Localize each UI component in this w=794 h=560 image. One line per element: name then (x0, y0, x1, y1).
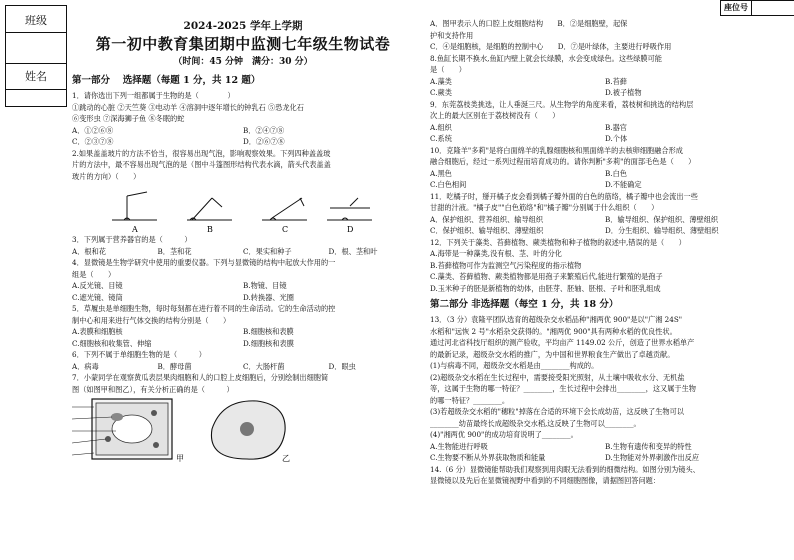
question-1 (72, 90, 414, 148)
q14-line: 显微镜以及先后在显微镜视野中看到的不同细胞图像，请据图回答问题： (430, 476, 661, 485)
option: C.细胞核和收集管、伸缩 (72, 338, 152, 348)
option: D.不能确定 (605, 180, 642, 189)
exam-term: 2024-2025 学年上学期 (183, 20, 303, 32)
option: D.生物能对外界刺激作出反应 (605, 453, 700, 462)
option: A.黑色 (430, 168, 452, 178)
q13-line: 等，这属于生物的哪一特征？________，生长过程中会排出________，这又属于生物 (430, 384, 696, 393)
option: A.组织 (430, 122, 452, 132)
q14-stem: 14.（6 分）显微镜能帮助我们观察到用肉眼无法看到的细微结构。如图分别为镜头、 (430, 464, 700, 474)
q7-stem: 7．小蒙同学在观察黄瓜表层果肉细胞和人的口腔上皮细胞后，分别绘制出细胞简 (72, 373, 329, 382)
q13-subquestion: (2)超级杂交水稻在生长过程中，需要接受阳光照射，从土壤中吸收水分、无机盐 (430, 372, 685, 382)
figure-label-b: 乙 (282, 454, 290, 463)
option: D．眼虫 (328, 361, 356, 371)
part1-heading: 第一部分 选择题（每题 1 分，共 12 题） (72, 75, 261, 86)
option: B．茎和花 (157, 246, 192, 256)
option: D．分生组织、输导组织、薄壁组织 (605, 226, 719, 235)
option: A.藻类 (430, 76, 452, 86)
option: C.藻类、苔藓植物、蕨类植物都是用孢子来繁殖后代,能进行繁殖的是孢子 (430, 272, 663, 281)
option: D.个体 (605, 134, 628, 143)
option: B．输导组织、保护组织、薄壁组织 (605, 214, 719, 224)
figure-label-b: B (207, 225, 213, 234)
q13-stem: 13．（3 分）袁隆平团队选育的超级杂交水稻品种"湘两优 900"是以"广湘 24S" (430, 315, 683, 324)
q3-stem: 3．下列属于营养器官的是（ ） (72, 235, 192, 244)
option: A.表膜和细胞核 (72, 327, 123, 336)
option: C.生物要不断从外界获取物质和能量 (430, 453, 546, 462)
q7-option-line: A．图甲表示人的口腔上皮细胞结构 B．②是细胞壁，起保 (430, 19, 628, 28)
q5-stem: 5．草履虫是单细胞生物，每时每刻都在进行着不同的生命活动。它的生命活动的控 (72, 304, 336, 313)
q7-option-line: 护和支持作用 (430, 30, 474, 40)
q5-line: 制中心和用来进行气体交换的结构分别是（ ） (72, 315, 231, 325)
figure-label-d: D (347, 225, 354, 234)
option: A．保护组织、营养组织、输导组织 (430, 214, 544, 224)
option: C.白色相间 (430, 180, 467, 189)
q9-stem: 9．东莞荔枝类挑选，让人垂涎三尺。从生物学的角度来看，荔枝树和挑选的结构层 (430, 99, 694, 109)
q7-option-line: C．④是细胞核，是细胞的控制中心 D．⑦是叶绿体，主要进行呼吸作用 (430, 42, 672, 51)
exam-meta: （时间：45 分钟 满分：30 分） (173, 57, 313, 67)
option: D．根、茎和叶 (328, 246, 378, 256)
q8-line: 是（ ） (430, 65, 466, 74)
option: B.物镜、目镜 (243, 281, 287, 290)
name-label: 姓名 (6, 63, 66, 90)
q4-line: 组是（ ） (72, 269, 116, 279)
option: D．②⑥⑦⑧ (243, 137, 285, 146)
option: B.器官 (605, 122, 627, 132)
right-column (430, 18, 780, 487)
exam-title: 第一初中教育集团期中监测七年级生物试卷 (95, 35, 391, 53)
class-label: 班级 (6, 10, 66, 33)
option: C．果实和种子 (243, 246, 292, 256)
q2-line: 玻片的方向）（ ） (72, 171, 141, 181)
question-7 (72, 372, 414, 465)
option: A．根和花 (72, 246, 106, 256)
figure-label-a: A (132, 225, 138, 234)
option: B.苔藓 (605, 76, 627, 86)
q7-line: 图（如图甲和图乙），有关分析正确的是（ ） (72, 384, 234, 394)
q8-stem: 8.鱼缸长期不换水,鱼缸内壁上就会长绿膜，水会变成绿色。这些绿膜可能 (430, 53, 662, 63)
seat-number-label: 座位号 (724, 2, 748, 12)
q13-line: 的最新记录，超级杂交水稻的推广，为中国和世界粮食生产做出了卓越贡献。 (430, 349, 675, 359)
coverslip-figure (72, 182, 414, 234)
option: D.细胞核和表膜 (243, 338, 294, 348)
coverslip-diagram (72, 182, 372, 234)
option: A.生物能进行呼吸 (430, 441, 488, 451)
option: A.海带是一种藻类,没有根、茎、叶的分化 (430, 249, 562, 258)
option: B.苔藓植物可作为监测空气污染程度的指示植物 (430, 260, 582, 270)
student-info-box (5, 5, 67, 107)
q13-line: ________幼苗最终长成超级杂交水稻,这反映了生物可以________。 (430, 418, 641, 428)
q13-subquestion: (3)若超级杂交水稻的"穗粒"掉落在合适的环境下会长成幼苗，这反映了生物可以 (430, 407, 684, 416)
option: B.白色 (605, 168, 627, 178)
option: B.生物有遗传和变异的特性 (605, 441, 692, 451)
q1-line: ⑥变形虫 ⑦深海狮子鱼 ⑧冬眠的蛇 (72, 114, 185, 123)
option: A．病毒 (72, 361, 99, 371)
option: C．大肠杆菌 (243, 361, 285, 371)
option: B．②④⑦⑧ (243, 125, 285, 135)
q9-line: 次上的最大区别在于荔枝树没有（ ） (430, 111, 560, 120)
q6-stem: 6．下列不属于单细胞生物的是（ ） (72, 350, 206, 359)
q12-stem: 12．下列关于藻类、苔藓植物、蕨类植物和种子植物的叙述中,错误的是（ ） (430, 237, 686, 247)
q4-stem: 4．显微镜是生物学研究中使用的重要仪器。下列与显微镜的结构中起放大作用的一 (72, 258, 336, 267)
question-5 (72, 303, 414, 349)
option: C.系统 (430, 134, 452, 143)
q10-line: 融合细胞后，经过一系列过程而培育成功的。请你判断"多莉"的面部毛色是（ ） (430, 157, 696, 166)
q1-stem: 1．请你选出下列一组都属于生物的是（ ） (72, 91, 235, 100)
option: B.细胞核和表膜 (243, 327, 294, 336)
option: A．①②⑥⑧ (72, 125, 114, 135)
question-3 (72, 234, 414, 257)
q13-line: 的哪一特征？________。 (430, 395, 510, 405)
option: B．酵母菌 (157, 361, 192, 371)
q13-line: 通过河北省科技厅组织的测产验收，平均亩产 1149.02 公斤，创造了世界水稻单产 (430, 338, 695, 347)
q11-line: 甘甜的汁液。"橘子皮""白色筋络"和"橘子瓣"分别属于什么组织（ ） (430, 203, 659, 212)
q10-stem: 10．克隆羊"多莉"是将白面绵羊的乳腺细胞核和黑面绵羊的去核卵细胞融合形成 (430, 145, 683, 155)
question-4 (72, 257, 414, 303)
q13-line: 水稻和"远恢 2 号"水稻杂交获得的。"湘两优 900"具有两种水稻的优良性状。 (430, 326, 677, 336)
q1-line: ①跳动的心脏 ②天竺葵 ③电动羊 ④溶洞中逐年增长的钟乳石 ⑤恐龙化石 (72, 102, 304, 112)
question-2 (72, 148, 414, 235)
figure-label-a: 甲 (176, 454, 184, 463)
option: D.玉米种子的胚是新植物的幼体，由胚芽、胚轴、胚根、子叶和胚乳组成 (430, 283, 661, 293)
cell-figure (72, 395, 414, 465)
option: C.遮光镜、镜筒 (72, 292, 123, 302)
question-6 (72, 349, 414, 372)
q13-subquestion: (1)与病毒不同，超级杂交水稻是由________构成的。 (430, 361, 599, 370)
q2-stem: 2.如果盖盖玻片的方法不恰当，很容易出现气泡，影响观察效果。下列四种盖盖玻 (72, 148, 331, 158)
option: D.被子植物 (605, 88, 642, 97)
q13-subquestion: (4)"湘两优 900"的成功培育说明了________。 (430, 430, 578, 439)
q11-stem: 11．吃橘子时，掰开橘子皮会看到橘子瓣外面的白色的筋络，橘子瓣中也会流出一些 (430, 191, 698, 201)
figure-label-c: C (282, 225, 289, 234)
option: A.反光镜、目镜 (72, 281, 123, 290)
option: C.蕨类 (430, 88, 452, 97)
option: C．②③⑦⑧ (72, 137, 114, 146)
option: D.转换器、光圈 (243, 292, 294, 302)
part2-heading: 第二部分 非选择题（每空 1 分，共 18 分） (430, 299, 619, 310)
option: C．保护组织、输导组织、薄壁组织 (430, 226, 544, 235)
seat-number-box (720, 0, 794, 16)
q2-line: 片的方法中，最不容易出现气泡的是（图中斗篷图形结构代表水滴，箭头代表盖盖 (72, 160, 331, 169)
left-column (72, 18, 414, 465)
cell-diagram (72, 395, 312, 465)
